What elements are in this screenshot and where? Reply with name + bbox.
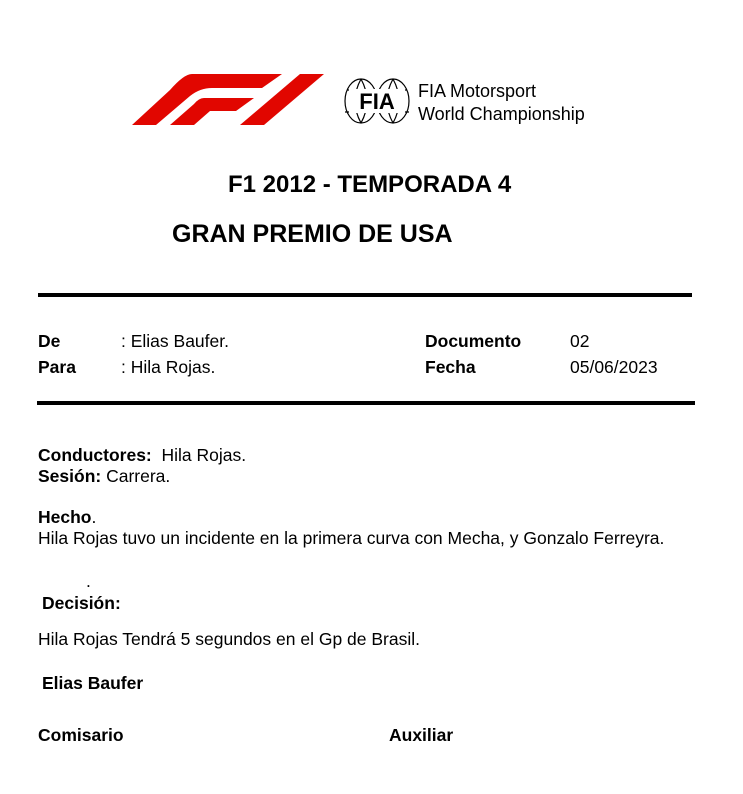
signature-name: Elias Baufer [42, 673, 144, 693]
decision-label: Decisión: [42, 593, 121, 613]
date-value: 05/06/2023 [570, 357, 658, 377]
drivers-value: Hila Rojas. [161, 445, 247, 465]
fact-label: Hecho [38, 507, 92, 527]
document-subtitle: GRAN PREMIO DE USA [172, 220, 453, 248]
decision-text: Hila Rojas Tendrá 5 segundos en el Gp de Brasil. [38, 629, 420, 649]
divider-middle [37, 401, 695, 405]
document-number-label: Documento [425, 331, 522, 351]
f1-logo [132, 74, 324, 125]
fia-text-line2: World Championship [418, 104, 585, 124]
session-line [38, 466, 170, 487]
role-auxiliar: Auxiliar [389, 725, 454, 745]
from-value: : Elias Baufer. [121, 331, 229, 351]
session-label: Sesión: [38, 466, 102, 486]
stray-dot: . [86, 571, 91, 591]
fia-logo-text [418, 80, 585, 126]
from-label: De [38, 331, 61, 351]
fact-punct: . [91, 507, 97, 527]
date-label: Fecha [425, 357, 476, 377]
fact-heading [38, 507, 96, 528]
drivers-line [38, 445, 246, 466]
fia-text-line1: FIA Motorsport [418, 81, 537, 101]
divider-top [38, 293, 692, 297]
to-label: Para [38, 357, 76, 377]
role-comisario: Comisario [38, 725, 124, 745]
fia-globe-logo [343, 76, 411, 126]
drivers-label: Conductores: [38, 445, 152, 465]
session-value: Carrera. [106, 466, 171, 486]
document-title: F1 2012 - TEMPORADA 4 [228, 171, 512, 198]
svg-text:FIA: FIA [359, 89, 395, 114]
fact-text: Hila Rojas tuvo un incidente en la primera curva con Mecha, y Gonzalo Ferreyra. [38, 528, 665, 548]
document-number-value: 02 [570, 331, 590, 351]
to-value: : Hila Rojas. [121, 357, 216, 377]
